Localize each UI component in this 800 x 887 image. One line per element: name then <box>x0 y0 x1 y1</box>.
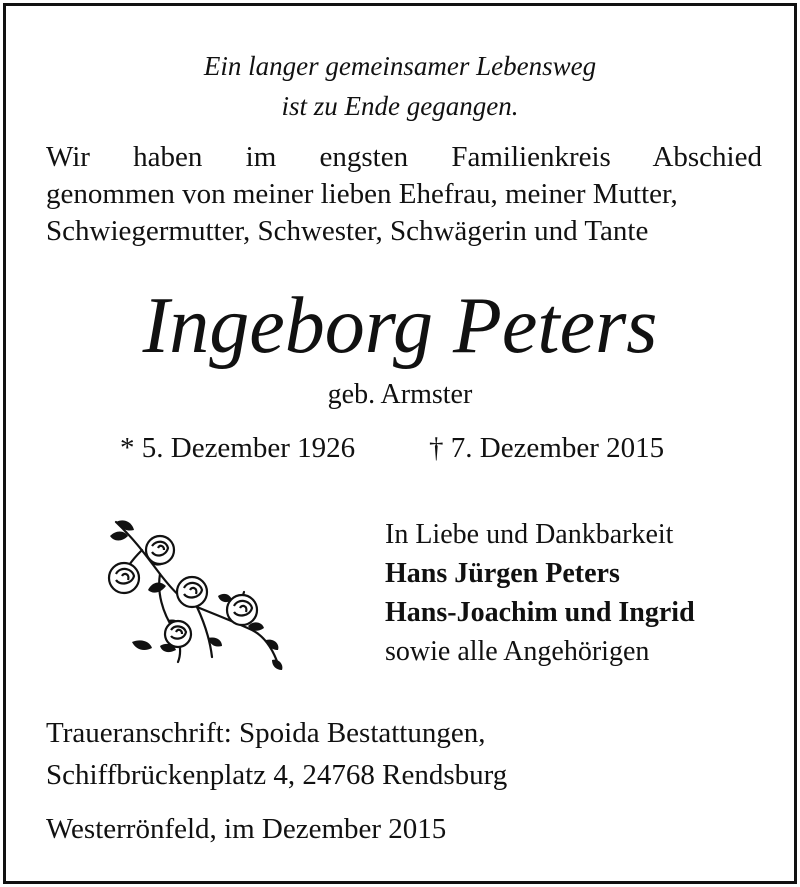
address-line-1: Traueranschrift: Spoida Bestattungen, <box>46 717 486 749</box>
signers-outro: sowie alle Angehörigen <box>385 636 650 667</box>
address-line-2: Schiffbrückenplatz 4, 24768 Rendsburg <box>46 759 508 791</box>
signers-block <box>385 515 695 671</box>
death-date: † 7. Dezember 2015 <box>429 432 665 464</box>
birth-name: geb. Armster <box>327 379 473 410</box>
intro-line-2: genommen von meiner lieben Ehefrau, meiner Mutter, <box>46 178 678 210</box>
signers-intro: In Liebe und Dankbarkeit <box>385 519 674 550</box>
intro-line-1: Wir haben im engsten Familienkreis Abschied <box>46 141 762 173</box>
intro-text <box>46 139 762 250</box>
deceased-name: Ingeborg Peters <box>142 282 658 370</box>
motto-line-1: Ein langer gemeinsamer Lebensweg <box>203 51 597 81</box>
signer-name-1: Hans Jürgen Peters <box>385 558 620 589</box>
signer-name-2: Hans-Joachim und Ingrid <box>385 597 695 628</box>
intro-line-3: Schwiegermutter, Schwester, Schwägerin und Tante <box>46 215 649 247</box>
motto-line-2: ist zu Ende gegangen. <box>281 91 519 121</box>
mourning-address <box>46 712 507 796</box>
rose-branch-icon <box>102 512 287 682</box>
place-and-date: Westerrönfeld, im Dezember 2015 <box>46 813 447 845</box>
obituary-notice <box>3 3 797 884</box>
birth-date: * 5. Dezember 1926 <box>120 432 356 464</box>
